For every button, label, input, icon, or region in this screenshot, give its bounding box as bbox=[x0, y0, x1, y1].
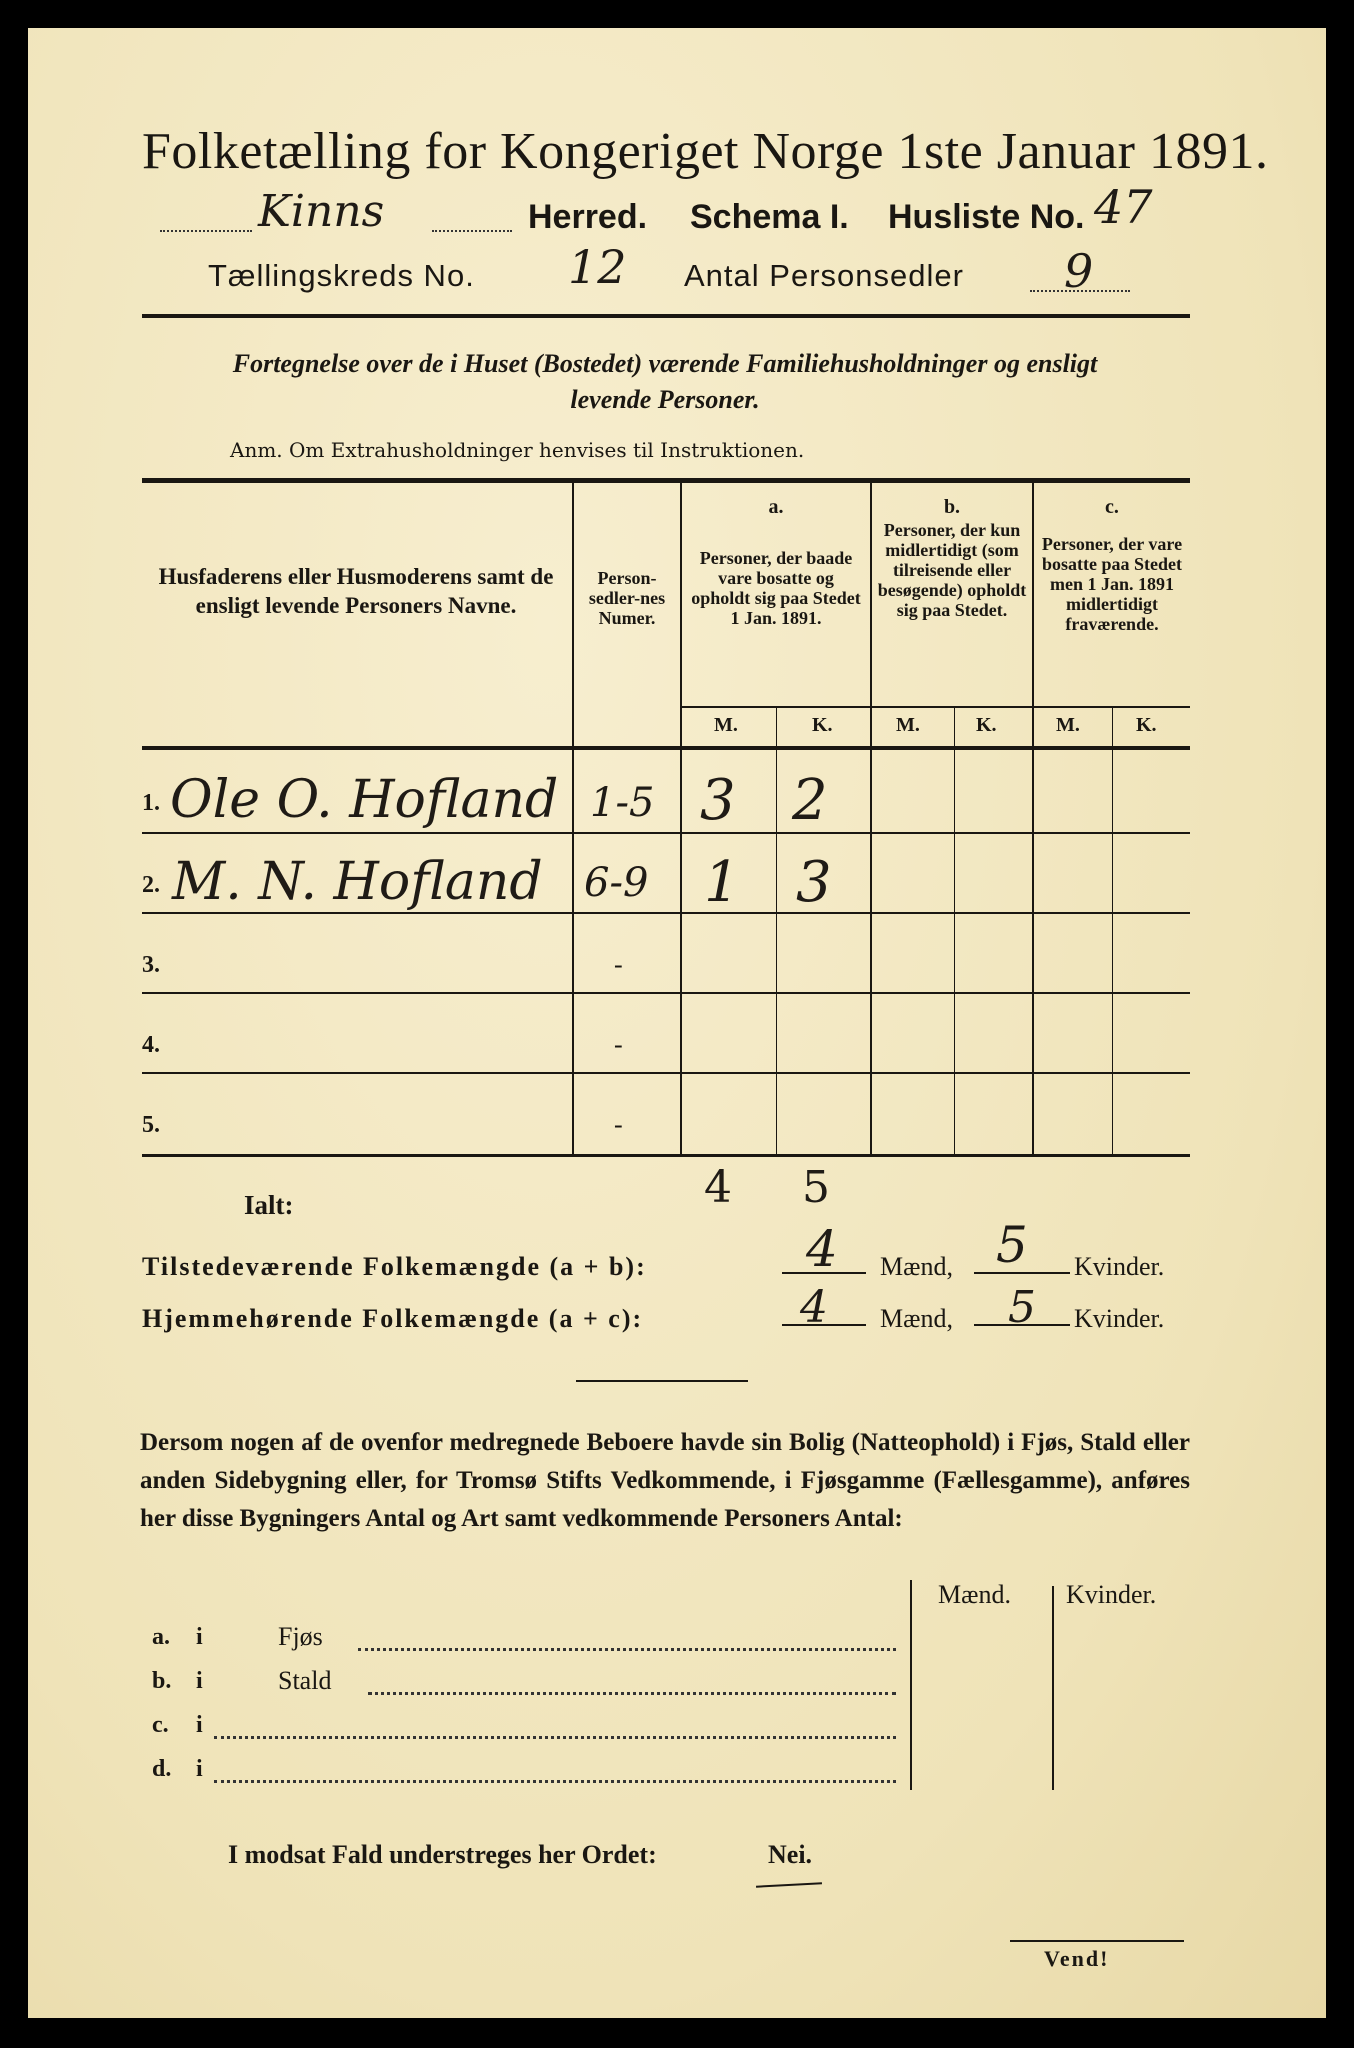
c-k-header: K. bbox=[1136, 714, 1157, 736]
buildings-kvinder-head: Kvinder. bbox=[1066, 1580, 1157, 1609]
row-line-1 bbox=[142, 832, 1190, 834]
vend-rule bbox=[1010, 1940, 1184, 1942]
item-b-i: i bbox=[196, 1668, 203, 1694]
row-line-4 bbox=[142, 1072, 1190, 1074]
item-a-i: i bbox=[196, 1624, 203, 1650]
husliste-value: 47 bbox=[1094, 180, 1153, 234]
tilstede-k: 5 bbox=[996, 1216, 1028, 1274]
row-3-numer: - bbox=[614, 950, 623, 979]
col-c-header: Personer, der vare bosatte paa Stedet men 1 Jan. 1891 midlertidigt fraværende. bbox=[1041, 534, 1183, 634]
item-c-dots bbox=[214, 1736, 896, 1739]
header-rule bbox=[142, 314, 1190, 318]
herred-value: Kinns bbox=[258, 186, 385, 237]
c-m-header: M. bbox=[1056, 714, 1080, 736]
row-3-num: 3. bbox=[142, 952, 160, 978]
hjemme-m: 4 bbox=[800, 1282, 828, 1333]
intro-heading-line2: levende Personer. bbox=[570, 385, 760, 414]
item-a-dots bbox=[358, 1648, 896, 1651]
a-m-header: M. bbox=[714, 714, 738, 736]
row-line-3 bbox=[142, 992, 1190, 994]
husliste-label: Husliste No. bbox=[888, 198, 1085, 236]
col-b-header: Personer, der kun midlertidigt (som tilreisende eller besøgende) opholdt sig paa Stedet. bbox=[877, 520, 1027, 620]
tilstede-maend: Mænd, bbox=[880, 1252, 953, 1281]
vrule-2 bbox=[680, 482, 682, 1154]
form-title: Folketælling for Kongeriget Norge 1ste Januar 1891. bbox=[142, 123, 1269, 180]
item-b-dots bbox=[368, 1692, 896, 1695]
buildings-vrule-2 bbox=[1052, 1586, 1054, 1790]
b-m-header: M. bbox=[896, 714, 920, 736]
ialt-label: Ialt: bbox=[244, 1190, 294, 1220]
intro-heading bbox=[140, 346, 1190, 418]
mk-rule bbox=[680, 706, 1190, 708]
row-1-a-k: 2 bbox=[792, 768, 828, 833]
col-names-header: Husfaderens eller Husmoderens samt de ensligt levende Personers Navne. bbox=[158, 564, 554, 618]
tilstede-kvinder: Kvinder. bbox=[1074, 1252, 1165, 1281]
row-5-numer: - bbox=[614, 1110, 623, 1139]
col-a-header: Personer, der baade vare bosatte og opholdt sig paa Stedet 1 Jan. 1891. bbox=[691, 548, 861, 628]
item-a-label: Fjøs bbox=[278, 1622, 323, 1651]
anm-note: Anm. Om Extrahusholdninger henvises til Instruktionen. bbox=[230, 438, 805, 462]
schema-label: Schema I. bbox=[690, 198, 849, 236]
row-2-num: 2. bbox=[142, 872, 160, 898]
row-2-name: M. N. Hofland bbox=[172, 852, 543, 912]
hjemme-kvinder: Kvinder. bbox=[1074, 1304, 1165, 1333]
modsat-text: I modsat Fald understreges her Ordet: bbox=[228, 1840, 657, 1869]
herred-dotted-line-2 bbox=[432, 230, 512, 232]
col-a-letter: a. bbox=[768, 496, 784, 518]
row-1-numer: 1-5 bbox=[590, 780, 655, 826]
kreds-value: 12 bbox=[568, 240, 627, 294]
row-4-num: 4. bbox=[142, 1032, 160, 1058]
vrule-a-mk bbox=[776, 706, 777, 1154]
hjemme-maend: Mænd, bbox=[880, 1304, 953, 1333]
census-form-sheet bbox=[28, 28, 1326, 2018]
antal-label: Antal Personsedler bbox=[684, 258, 964, 293]
buildings-paragraph: Dersom nogen af de ovenfor medregnede Beboere havde sin Bolig (Natteophold) i Fjøs, Stald eller anden Sidebygning eller, for Tromsø Stifts Vedkommende, i Fjøsgamme (Fællesgamme), anføres her disse Bygningers Antal og Art samt vedkommende Personers Antal: bbox=[140, 1429, 1190, 1532]
row-2-a-m: 1 bbox=[704, 850, 740, 915]
item-a-letter: a. bbox=[152, 1624, 170, 1650]
hjemme-label: Hjemmehørende Folkemængde (a + c): bbox=[142, 1304, 644, 1333]
item-c-letter: c. bbox=[152, 1712, 169, 1738]
item-d-dots bbox=[214, 1780, 896, 1783]
row-line-2 bbox=[142, 912, 1190, 914]
section-divider bbox=[576, 1380, 748, 1382]
item-b-letter: b. bbox=[152, 1668, 172, 1694]
buildings-vrule-1 bbox=[910, 1580, 912, 1790]
kreds-label: Tællingskreds No. bbox=[208, 258, 475, 293]
item-c-i: i bbox=[196, 1712, 203, 1738]
tilstede-label: Tilstedeværende Folkemængde (a + b): bbox=[142, 1252, 647, 1281]
vrule-1 bbox=[572, 482, 574, 1154]
row-1-a-m: 3 bbox=[700, 768, 736, 833]
a-k-header: K. bbox=[812, 714, 833, 736]
row-2-numer: 6-9 bbox=[584, 860, 649, 906]
tilstede-m: 4 bbox=[806, 1220, 838, 1278]
row-5-num: 5. bbox=[142, 1112, 160, 1138]
herred-label: Herred. bbox=[528, 198, 648, 236]
nei-word: Nei. bbox=[768, 1840, 813, 1869]
antal-value: 9 bbox=[1064, 244, 1094, 298]
col-b-letter: b. bbox=[943, 496, 961, 518]
table-bottom-rule bbox=[142, 1154, 1190, 1157]
row-2-a-k: 3 bbox=[796, 850, 832, 915]
item-d-i: i bbox=[196, 1756, 203, 1782]
row-1-name: Ole O. Hofland bbox=[170, 770, 559, 830]
vrule-b-mk bbox=[954, 706, 955, 1154]
vend-text: Vend! bbox=[1044, 1946, 1110, 1971]
col-c-letter: c. bbox=[1105, 496, 1119, 518]
b-k-header: K. bbox=[976, 714, 997, 736]
col-numer-header: Person-sedler-nes Numer. bbox=[588, 568, 666, 628]
vrule-3 bbox=[870, 482, 872, 1154]
row-4-numer: - bbox=[614, 1030, 623, 1059]
item-d-letter: d. bbox=[152, 1756, 172, 1782]
vrule-4 bbox=[1032, 482, 1034, 1154]
ialt-k: 5 bbox=[802, 1162, 830, 1213]
hjemme-k: 5 bbox=[1008, 1282, 1036, 1333]
herred-dotted-line bbox=[160, 230, 252, 232]
item-b-label: Stald bbox=[278, 1666, 332, 1695]
vrule-c-mk bbox=[1112, 706, 1113, 1154]
buildings-maend-head: Mænd. bbox=[938, 1580, 1011, 1609]
intro-heading-line1: Fortegnelse over de i Huset (Bostedet) værende Familiehusholdninger og ensligt bbox=[232, 349, 1098, 378]
ialt-m: 4 bbox=[704, 1162, 732, 1213]
row-1-num: 1. bbox=[142, 790, 160, 816]
